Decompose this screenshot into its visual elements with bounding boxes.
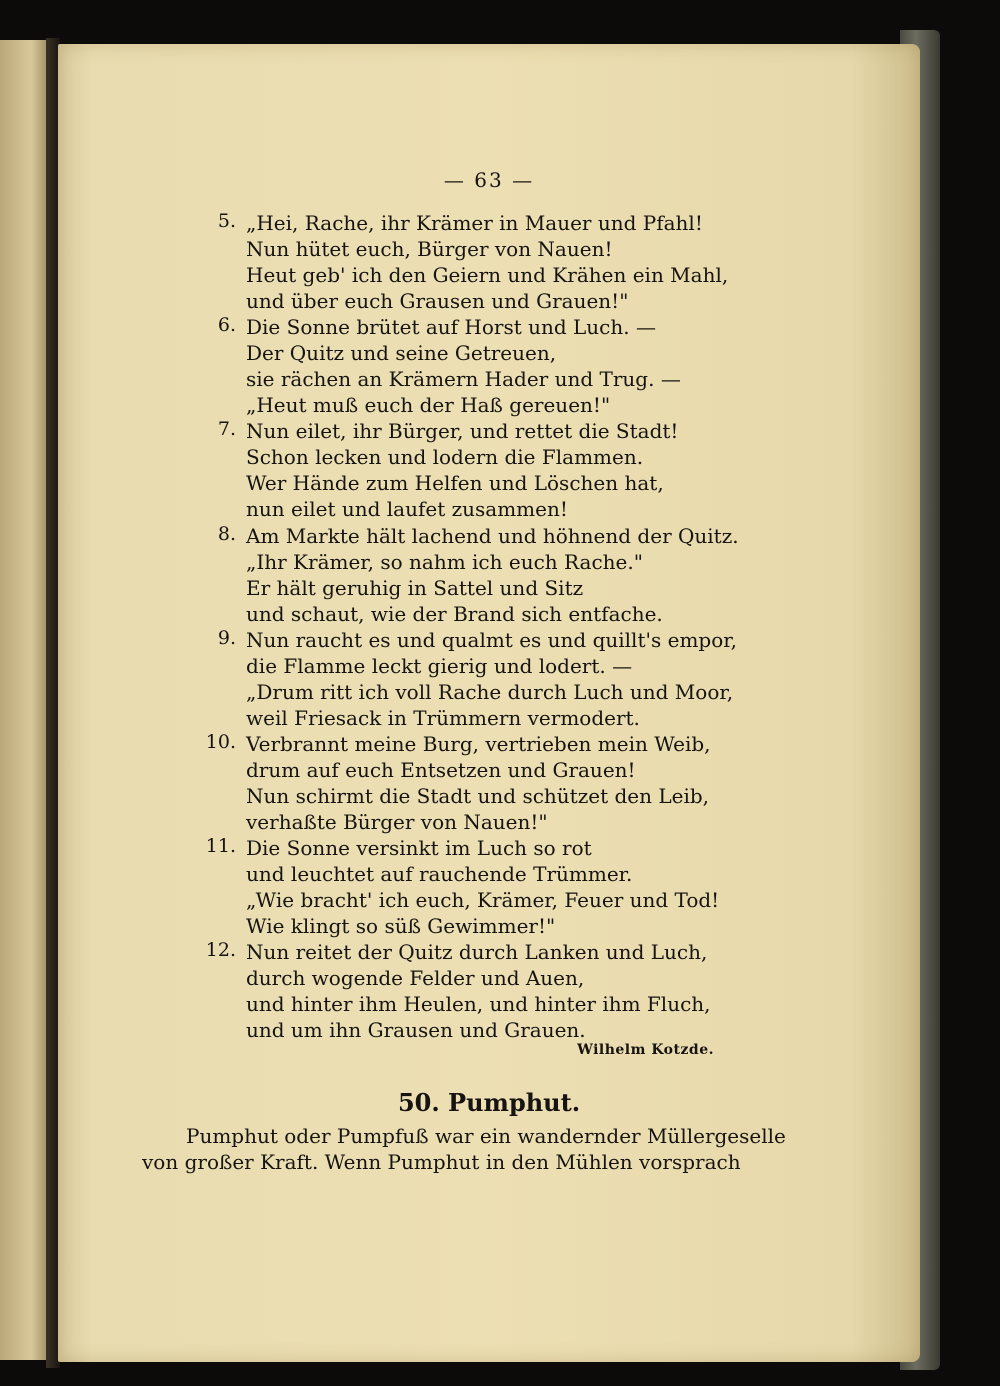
stanza-lines	[246, 210, 866, 314]
verse-line: und hinter ihm Heulen, und hinter ihm Fluch,	[246, 992, 711, 1016]
verse-line: und leuchtet auf rauchende Trümmer.	[246, 862, 633, 886]
facing-page-edge	[0, 40, 52, 1360]
verse-line: und um ihn Grausen und Grauen.	[246, 1018, 586, 1042]
verse-line: „Ihr Krämer, so nahm ich euch Rache."	[246, 550, 643, 574]
stanza-lines	[246, 314, 866, 418]
verse-line: Schon lecken und lodern die Flammen.	[246, 445, 644, 469]
verse-line: drum auf euch Entsetzen und Grauen!	[246, 758, 636, 782]
verse-line: verhaßte Bürger von Nauen!"	[246, 810, 548, 834]
verse-line: Wie klingt so süß Gewimmer!"	[246, 914, 556, 938]
verse-line: Verbrannt meine Burg, vertrieben mein Weib,	[246, 732, 711, 756]
stanza-lines	[246, 418, 866, 522]
stanza-lines	[246, 627, 866, 731]
verse-line: durch wogende Felder und Auen,	[246, 966, 585, 990]
stanza-number: 11.	[205, 835, 236, 857]
verse-line: Nun eilet, ihr Bürger, und rettet die Stadt!	[246, 419, 679, 443]
stanza-number: 8.	[217, 523, 236, 545]
verse-line: Er hält geruhig in Sattel und Sitz	[246, 576, 584, 600]
stanza-lines	[246, 939, 866, 1043]
verse-line: Nun hütet euch, Bürger von Nauen!	[246, 237, 613, 261]
verse-line: Am Markte hält lachend und höhnend der Quitz.	[246, 524, 739, 548]
stanza-lines	[246, 523, 866, 627]
verse-line: Nun reitet der Quitz durch Lanken und Luch,	[246, 940, 708, 964]
stanza-number: 5.	[217, 210, 236, 232]
author-signature: Wilhelm Kotzde.	[577, 1042, 714, 1058]
verse-line: „Hei, Rache, ihr Krämer in Mauer und Pfahl!	[246, 211, 703, 235]
verse-line: Nun raucht es und qualmt es und quillt's empor,	[246, 628, 737, 652]
verse-line: „Heut muß euch der Haß gereuen!"	[246, 393, 611, 417]
verse-line: die Flamme leckt gierig und lodert. —	[246, 654, 633, 678]
verse-line: „Wie bracht' ich euch, Krämer, Feuer und Tod!	[246, 888, 720, 912]
prose-line: von großer Kraft. Wenn Pumphut in den Mühlen vorsprach	[142, 1150, 741, 1174]
stanza-lines	[246, 731, 866, 835]
verse-line: und über euch Grausen und Grauen!"	[246, 289, 629, 313]
verse-line: Die Sonne versinkt im Luch so rot	[246, 836, 592, 860]
section-title: 50. Pumphut.	[397, 1088, 581, 1117]
verse-line: Die Sonne brütet auf Horst und Luch. —	[246, 315, 656, 339]
verse-line: weil Friesack in Trümmern vermodert.	[246, 706, 640, 730]
stanza-number: 7.	[217, 418, 236, 440]
stanza-number: 10.	[205, 731, 236, 753]
verse-line: Der Quitz und seine Getreuen,	[246, 341, 557, 365]
verse-line: nun eilet und laufet zusammen!	[246, 497, 568, 521]
verse-line: Wer Hände zum Helfen und Löschen hat,	[246, 471, 664, 495]
page-number: — 63 —	[443, 168, 535, 192]
prose-line: Pumphut oder Pumpfuß war ein wandernder Müllergeselle	[186, 1124, 786, 1148]
stanza-lines	[246, 835, 866, 939]
stanza-number: 12.	[205, 939, 236, 961]
verse-line: „Drum ritt ich voll Rache durch Luch und Moor,	[246, 680, 734, 704]
verse-line: und schaut, wie der Brand sich entfache.	[246, 602, 663, 626]
verse-line: Nun schirmt die Stadt und schützet den Leib,	[246, 784, 710, 808]
book-page	[58, 44, 920, 1362]
stanza-number: 6.	[217, 314, 236, 336]
stanza-number: 9.	[217, 627, 236, 649]
verse-line: sie rächen an Krämern Hader und Trug. —	[246, 367, 681, 391]
verse-line: Heut geb' ich den Geiern und Krähen ein Mahl,	[246, 263, 729, 287]
